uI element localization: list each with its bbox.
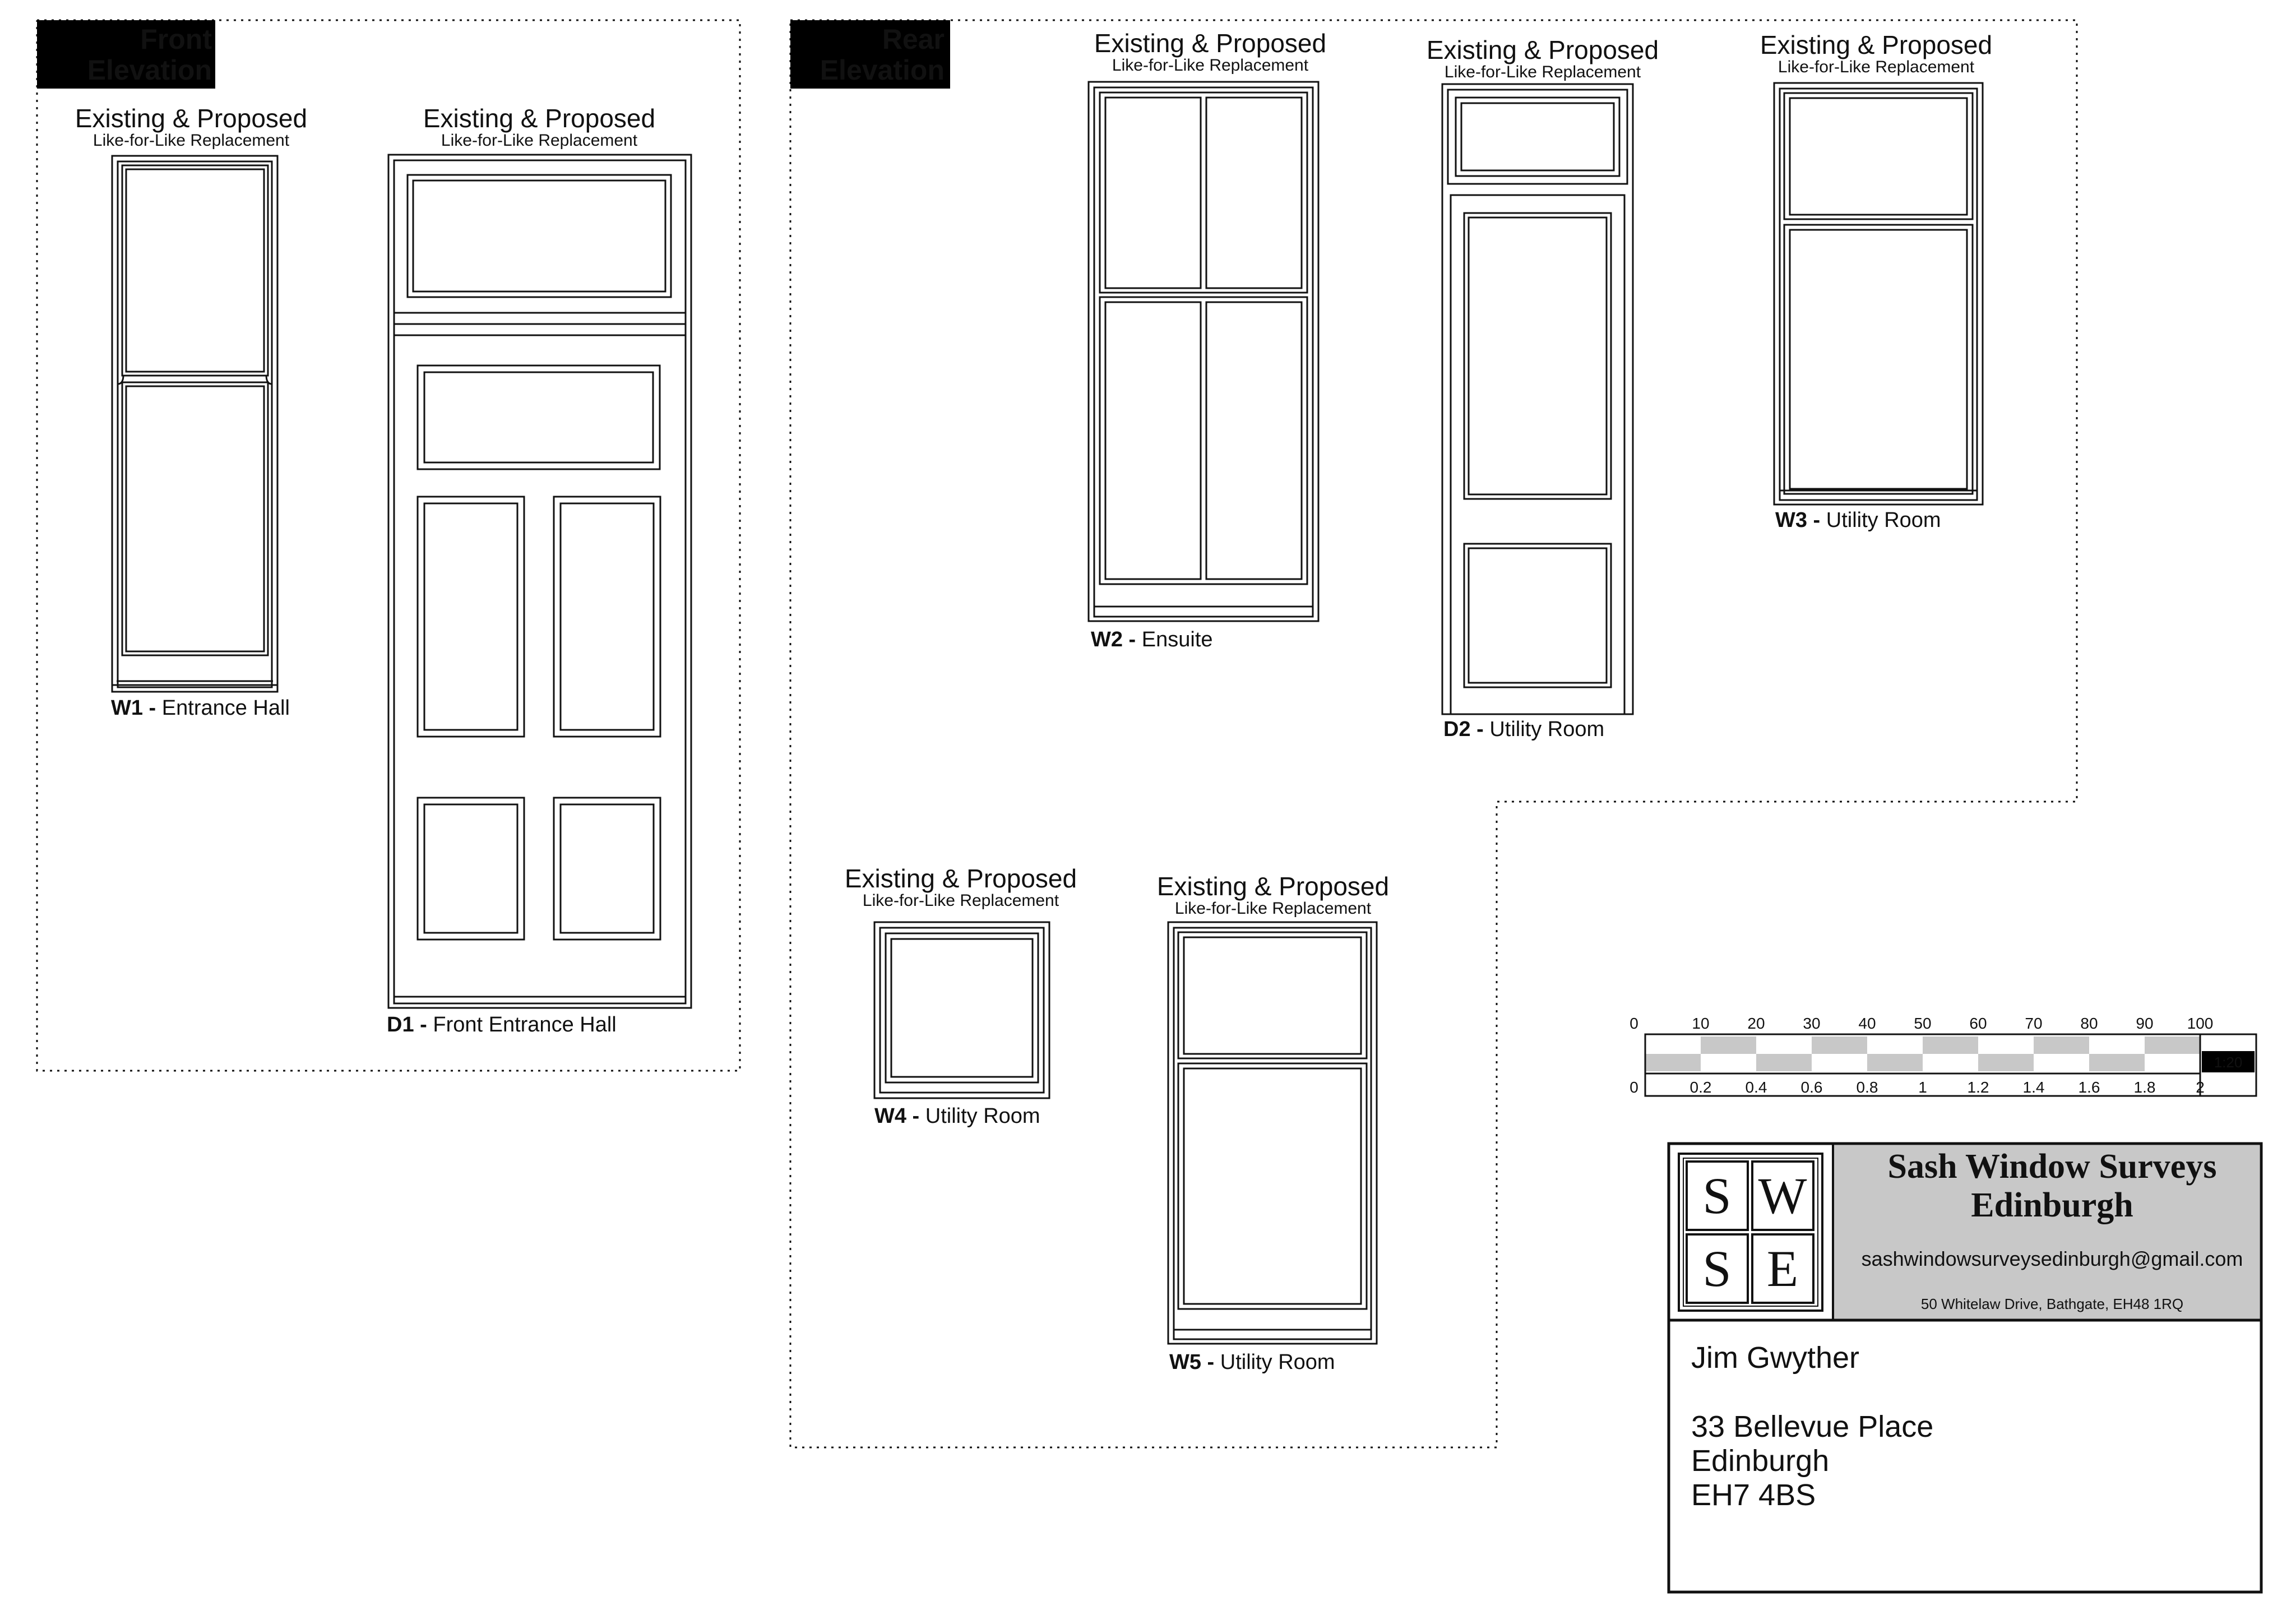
scale-top-tick-label: 100 bbox=[2187, 1015, 2214, 1032]
rear-elevation-tag bbox=[790, 20, 950, 89]
company-address: 50 Whitelaw Drive, Bathgate, EH48 1RQ bbox=[1920, 1296, 2184, 1312]
company-email: sashwindowsurveysedinburgh@gmail.com bbox=[1861, 1247, 2243, 1270]
site-address-line1: 33 Bellevue Place bbox=[1691, 1410, 1934, 1443]
scale-bottom-tick-label: 1.4 bbox=[2022, 1079, 2045, 1096]
scale-top-tick-label: 0 bbox=[1630, 1015, 1638, 1032]
scale-segment bbox=[2089, 1054, 2145, 1071]
scale-top-tick-label: 40 bbox=[1858, 1015, 1876, 1032]
w1-window-drawing bbox=[112, 156, 277, 692]
scale-segment bbox=[2145, 1037, 2200, 1054]
front-tag-line2: Elevation bbox=[87, 54, 212, 86]
scale-segment bbox=[1812, 1037, 1867, 1054]
w4-subheading: Like-for-Like Replacement bbox=[862, 891, 1059, 910]
w5-heading: Existing & Proposed bbox=[1156, 872, 1390, 901]
scale-bottom-tick-label: 0.2 bbox=[1689, 1079, 1712, 1096]
w2-window-drawing bbox=[1089, 82, 1318, 621]
scale-bottom-tick-label: 0.4 bbox=[1745, 1079, 1767, 1096]
d1-heading: Existing & Proposed bbox=[423, 104, 656, 133]
w3-window-drawing bbox=[1774, 83, 1983, 505]
scale-bottom-tick-label: 0 bbox=[1630, 1079, 1638, 1096]
scale-top-tick-label: 20 bbox=[1747, 1015, 1765, 1032]
scale-top-tick-label: 10 bbox=[1692, 1015, 1710, 1032]
scale-bar bbox=[1630, 1015, 2256, 1096]
d2-door-drawing bbox=[1442, 84, 1633, 714]
w4-label: W4 - Utility Room bbox=[874, 1104, 1040, 1128]
scale-segment bbox=[1701, 1037, 1756, 1054]
scale-ratio: 1:20 bbox=[2214, 1054, 2243, 1071]
scale-bottom-tick-label: 0.6 bbox=[1800, 1079, 1823, 1096]
logo-letter-3: S bbox=[1702, 1240, 1732, 1297]
site-address-line2: Edinburgh bbox=[1691, 1444, 1830, 1478]
scale-bottom-tick-label: 2 bbox=[2196, 1079, 2205, 1096]
site-address-line3: EH7 4BS bbox=[1691, 1478, 1816, 1512]
d2-heading: Existing & Proposed bbox=[1426, 35, 1659, 64]
scale-segment bbox=[1645, 1054, 1701, 1071]
scale-bottom-tick-label: 1.2 bbox=[1967, 1079, 1989, 1096]
scale-segment bbox=[1923, 1037, 1978, 1054]
scale-bottom-tick-label: 1.6 bbox=[2078, 1079, 2100, 1096]
d1-label: D1 - Front Entrance Hall bbox=[387, 1013, 617, 1037]
scale-top-tick-label: 90 bbox=[2136, 1015, 2154, 1032]
d1-subheading: Like-for-Like Replacement bbox=[441, 131, 638, 150]
element-headings bbox=[75, 29, 1992, 918]
d1-door-drawing bbox=[388, 155, 691, 1008]
scale-segment bbox=[1978, 1054, 2034, 1071]
company-name-line2: Edinburgh bbox=[1971, 1186, 2133, 1224]
w3-heading: Existing & Proposed bbox=[1760, 30, 1993, 59]
client-name: Jim Gwyther bbox=[1691, 1341, 1860, 1375]
w1-subheading: Like-for-Like Replacement bbox=[92, 131, 290, 150]
scale-top-tick-label: 70 bbox=[2025, 1015, 2043, 1032]
w5-label: W5 - Utility Room bbox=[1169, 1350, 1335, 1374]
rear-tag-line1: Rear bbox=[882, 24, 945, 55]
element-labels bbox=[111, 508, 1941, 1374]
w3-label: W3 - Utility Room bbox=[1775, 508, 1941, 532]
w4-heading: Existing & Proposed bbox=[844, 864, 1077, 893]
w2-heading: Existing & Proposed bbox=[1094, 29, 1327, 58]
w1-heading: Existing & Proposed bbox=[75, 104, 308, 133]
scale-bottom-labels bbox=[1630, 1079, 2205, 1096]
scale-top-tick-label: 60 bbox=[1969, 1015, 1987, 1032]
title-block bbox=[1669, 1144, 2261, 1592]
company-name-line1: Sash Window Surveys bbox=[1887, 1148, 2217, 1186]
front-tag-line1: Front bbox=[140, 24, 212, 55]
w4-window-drawing bbox=[874, 922, 1049, 1098]
scale-top-tick-label: 30 bbox=[1803, 1015, 1821, 1032]
d2-subheading: Like-for-Like Replacement bbox=[1444, 63, 1641, 81]
scale-top-tick-label: 50 bbox=[1914, 1015, 1932, 1032]
w2-label: W2 - Ensuite bbox=[1091, 628, 1213, 651]
scale-top-labels bbox=[1630, 1015, 2213, 1032]
scale-top-tick-label: 80 bbox=[2080, 1015, 2098, 1032]
scale-segment bbox=[1867, 1054, 1923, 1071]
logo-letter-4: E bbox=[1766, 1240, 1799, 1297]
logo-letter-2: W bbox=[1758, 1167, 1807, 1224]
w5-subheading: Like-for-Like Replacement bbox=[1174, 899, 1372, 918]
d2-label: D2 - Utility Room bbox=[1443, 718, 1605, 741]
front-elevation-tag bbox=[37, 20, 215, 89]
w1-label: W1 - Entrance Hall bbox=[111, 696, 290, 720]
logo-letter-1: S bbox=[1702, 1167, 1732, 1224]
w2-subheading: Like-for-Like Replacement bbox=[1112, 56, 1309, 75]
scale-bottom-tick-label: 0.8 bbox=[1856, 1079, 1878, 1096]
rear-tag-line2: Elevation bbox=[820, 54, 945, 86]
w3-subheading: Like-for-Like Replacement bbox=[1777, 58, 1975, 76]
scale-checker bbox=[1645, 1037, 2200, 1071]
scale-segment bbox=[1756, 1054, 1812, 1071]
scale-bottom-tick-label: 1.8 bbox=[2133, 1079, 2156, 1096]
scale-bottom-tick-label: 1 bbox=[1918, 1079, 1927, 1096]
scale-segment bbox=[2034, 1037, 2089, 1054]
w5-window-drawing bbox=[1168, 922, 1377, 1344]
